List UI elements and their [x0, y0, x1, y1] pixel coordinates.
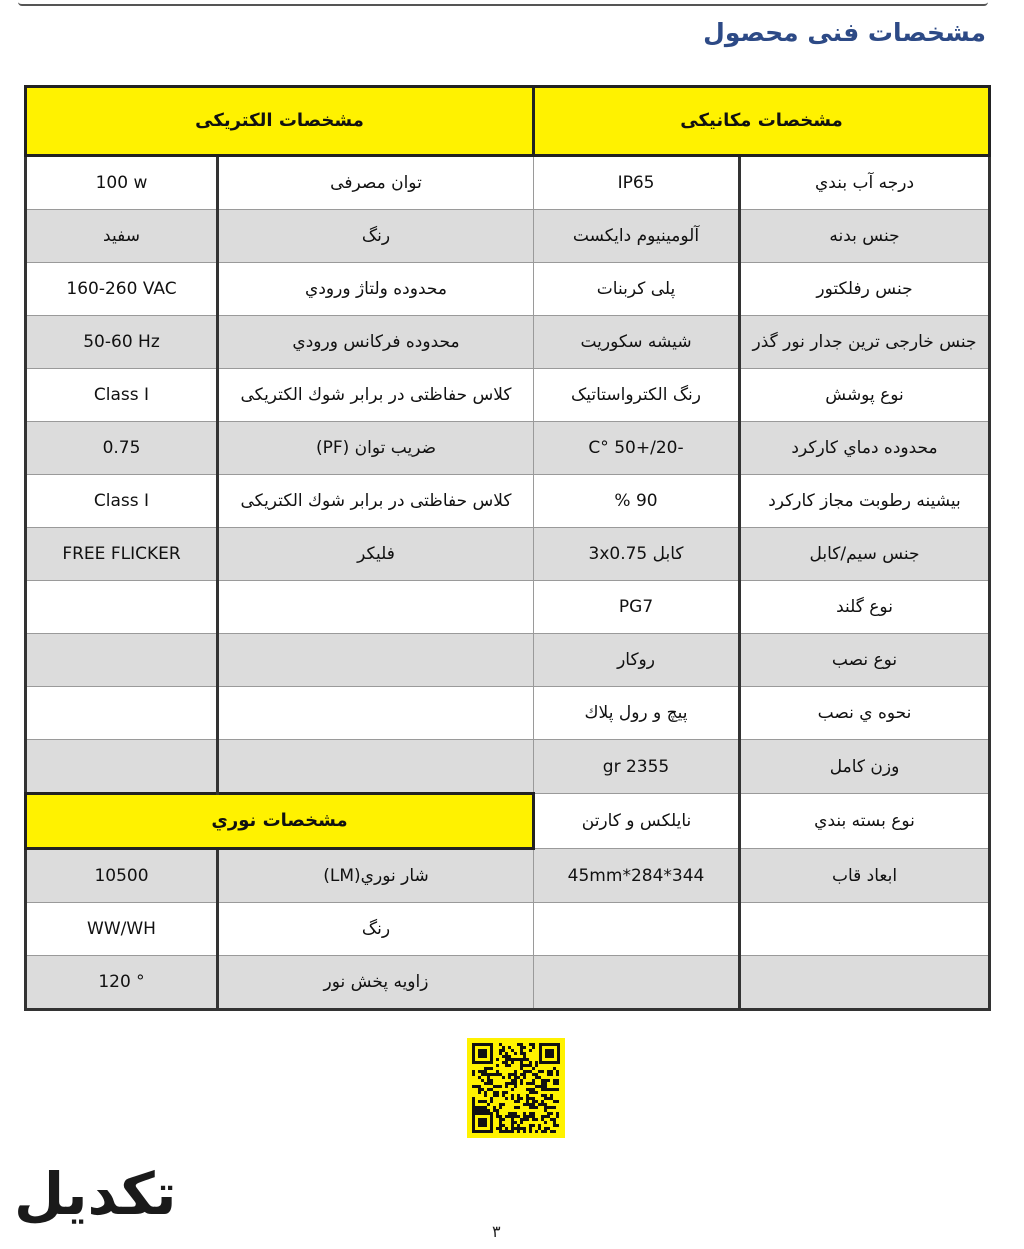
- table-row: [26, 263, 990, 316]
- mechanical-value: نایلکس و کارتن: [534, 794, 740, 849]
- electrical-value: Class I: [26, 475, 218, 528]
- table-row: [26, 849, 990, 903]
- mechanical-value: 344*284*45mm: [534, 849, 740, 903]
- mechanical-label: جنس رفلکتور: [740, 263, 990, 316]
- electrical-value: 50-60 Hz: [26, 316, 218, 369]
- mechanical-label: نوع گلند: [740, 581, 990, 634]
- mechanical-label: [740, 956, 990, 1010]
- electrical-value: [26, 581, 218, 634]
- electrical-label: محدوده فرکانس ورودي: [218, 316, 534, 369]
- mechanical-value: 90 %: [534, 475, 740, 528]
- electrical-label: رنگ: [218, 210, 534, 263]
- brand-logo: تکدیل: [14, 1160, 177, 1228]
- electrical-value: 10500: [26, 849, 218, 903]
- electrical-value: سفید: [26, 210, 218, 263]
- mechanical-label: درجه آب بندي: [740, 156, 990, 210]
- mechanical-value: -20/+50 °C: [534, 422, 740, 475]
- top-border: [18, 0, 988, 6]
- mechanical-label: نوع بسته بندي: [740, 794, 990, 849]
- mechanical-header: مشخصات مکانیکی: [534, 87, 990, 156]
- table-row: [26, 156, 990, 210]
- mechanical-value: رنگ الکترواستاتیک: [534, 369, 740, 422]
- table-row: [26, 316, 990, 369]
- table-row: [26, 369, 990, 422]
- mechanical-label: نحوه ي نصب: [740, 687, 990, 740]
- table-row: [26, 210, 990, 263]
- table-row: [26, 475, 990, 528]
- electrical-label: کلاس حفاظتی در برابر شوك الکتریکی: [218, 369, 534, 422]
- mechanical-value: IP65: [534, 156, 740, 210]
- table-row: [26, 422, 990, 475]
- mechanical-label: ابعاد قاب: [740, 849, 990, 903]
- electrical-value: [26, 740, 218, 794]
- electrical-label: توان مصرفی: [218, 156, 534, 210]
- mechanical-label: جنس خارجی ترین جدار نور گذر: [740, 316, 990, 369]
- mechanical-value: شیشه سکوریت: [534, 316, 740, 369]
- electrical-value: FREE FLICKER: [26, 528, 218, 581]
- electrical-label: رنگ: [218, 903, 534, 956]
- mechanical-value: آلومینیوم دایکست: [534, 210, 740, 263]
- electrical-label: [218, 634, 534, 687]
- mechanical-value: پلی کربنات: [534, 263, 740, 316]
- spec-table: [24, 85, 991, 1011]
- electrical-label: [218, 687, 534, 740]
- electrical-value: WW/WH: [26, 903, 218, 956]
- mechanical-value: [534, 956, 740, 1010]
- electrical-header: مشخصات الکتریکی: [26, 87, 534, 156]
- page-number: ٣: [492, 1222, 501, 1241]
- mechanical-label: نوع پوشش: [740, 369, 990, 422]
- mechanical-value: روکار: [534, 634, 740, 687]
- mechanical-label: جنس بدنه: [740, 210, 990, 263]
- table-row: [26, 903, 990, 956]
- page-title: مشخصات فنی محصول: [703, 18, 986, 47]
- electrical-label: [218, 581, 534, 634]
- mechanical-value: کابل 3x0.75: [534, 528, 740, 581]
- mechanical-value: PG7: [534, 581, 740, 634]
- table-row: [26, 634, 990, 687]
- mechanical-label: جنس سیم/کابل: [740, 528, 990, 581]
- electrical-value: 160-260 VAC: [26, 263, 218, 316]
- mechanical-label: [740, 903, 990, 956]
- table-row: [26, 581, 990, 634]
- table-row: [26, 794, 990, 849]
- optical-header: مشخصات نوري: [26, 794, 534, 849]
- table-row: [26, 528, 990, 581]
- electrical-label: کلاس حفاظتی در برابر شوك الکتریکی: [218, 475, 534, 528]
- electrical-value: [26, 687, 218, 740]
- mechanical-value: [534, 903, 740, 956]
- mechanical-label: بیشینه رطوبت مجاز کارکرد: [740, 475, 990, 528]
- electrical-label: زاویه پخش نور: [218, 956, 534, 1010]
- table-row: [26, 740, 990, 794]
- electrical-value: [26, 634, 218, 687]
- electrical-value: Class I: [26, 369, 218, 422]
- mechanical-label: وزن کامل: [740, 740, 990, 794]
- electrical-label: [218, 740, 534, 794]
- electrical-value: 100 w: [26, 156, 218, 210]
- electrical-value: 120 °: [26, 956, 218, 1010]
- electrical-value: 0.75: [26, 422, 218, 475]
- table-row: [26, 956, 990, 1010]
- mechanical-value: پیچ و رول پلاك: [534, 687, 740, 740]
- qr-code: [467, 1038, 565, 1138]
- mechanical-label: محدوده دماي کارکرد: [740, 422, 990, 475]
- electrical-label: فلیکر: [218, 528, 534, 581]
- mechanical-label: نوع نصب: [740, 634, 990, 687]
- electrical-label: شار نوري(LM): [218, 849, 534, 903]
- mechanical-value: 2355 gr: [534, 740, 740, 794]
- table-row: [26, 687, 990, 740]
- electrical-label: ضریب توان (PF): [218, 422, 534, 475]
- electrical-label: محدوده ولتاژ ورودي: [218, 263, 534, 316]
